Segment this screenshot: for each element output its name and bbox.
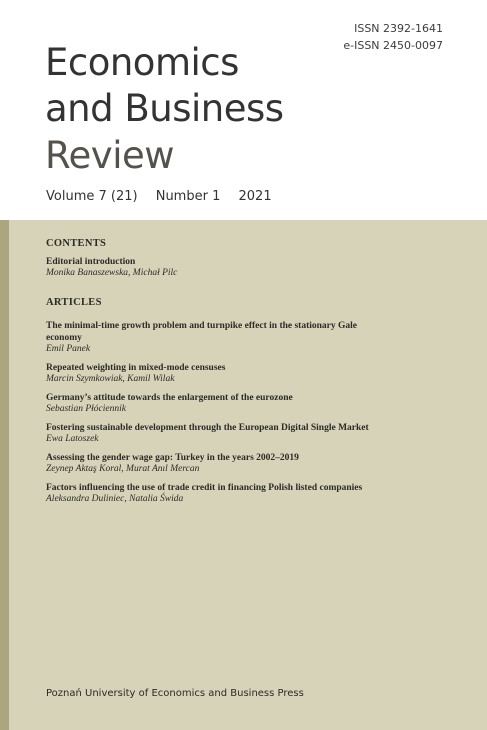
issn-electronic: e-ISSN 2450-0097 (343, 39, 443, 52)
volume-label: Volume 7 (21) (46, 189, 138, 204)
contents-heading: CONTENTS (46, 238, 107, 249)
article-entry (46, 320, 466, 355)
entry-authors: Monika Banaszewska, Michał Pilc (46, 268, 178, 278)
entry-title: Germany’s attitude towards the enlargement of the eurozone (46, 393, 293, 403)
articles-list (46, 320, 466, 505)
contents-panel (0, 220, 487, 730)
journal-title-line-2: and Business (45, 87, 284, 130)
year-label: 2021 (238, 189, 272, 204)
entry-authors: Sebastian Płóciennik (46, 404, 126, 414)
entry-title: The minimal-time growth problem and turnpike effect in the stationary Gale economy (46, 321, 358, 343)
side-stripe (0, 220, 9, 730)
issue-info (46, 189, 272, 204)
editorial-entry (46, 256, 466, 279)
articles-heading: ARTICLES (46, 297, 102, 308)
number-label: Number 1 (155, 189, 221, 204)
publisher-name: Poznań University of Economics and Business Press (46, 688, 304, 699)
article-entry (46, 422, 466, 445)
cover-header (0, 0, 487, 220)
entry-title: Repeated weighting in mixed-mode censuses (46, 363, 226, 373)
entry-authors: Ewa Latoszek (46, 434, 99, 444)
entry-authors: Aleksandra Duliniec, Natalia Świda (46, 494, 184, 504)
entry-title: Factors influencing the use of trade credit in financing Polish listed companies (46, 483, 363, 493)
article-entry (46, 452, 466, 475)
entry-title: Fostering sustainable development through the European Digital Single Market (46, 423, 369, 433)
entry-title: Editorial introduction (46, 257, 136, 267)
table-of-contents (46, 238, 466, 505)
article-entry (46, 392, 466, 415)
entry-authors: Emil Panek (46, 344, 91, 354)
issn-block (343, 20, 443, 54)
entry-authors: Marcin Szymkowiak, Kamil Wilak (46, 374, 175, 384)
journal-title-line-1: Economics (45, 41, 239, 84)
issn-print: ISSN 2392-1641 (354, 22, 443, 35)
entry-title: Assessing the gender wage gap: Turkey in the years 2002–2019 (46, 453, 299, 463)
article-entry (46, 482, 466, 505)
article-entry (46, 362, 466, 385)
entry-authors: Zeynep Aktaş Koral, Murat Anıl Mercan (46, 464, 200, 474)
journal-title-line-3: Review (45, 134, 175, 177)
